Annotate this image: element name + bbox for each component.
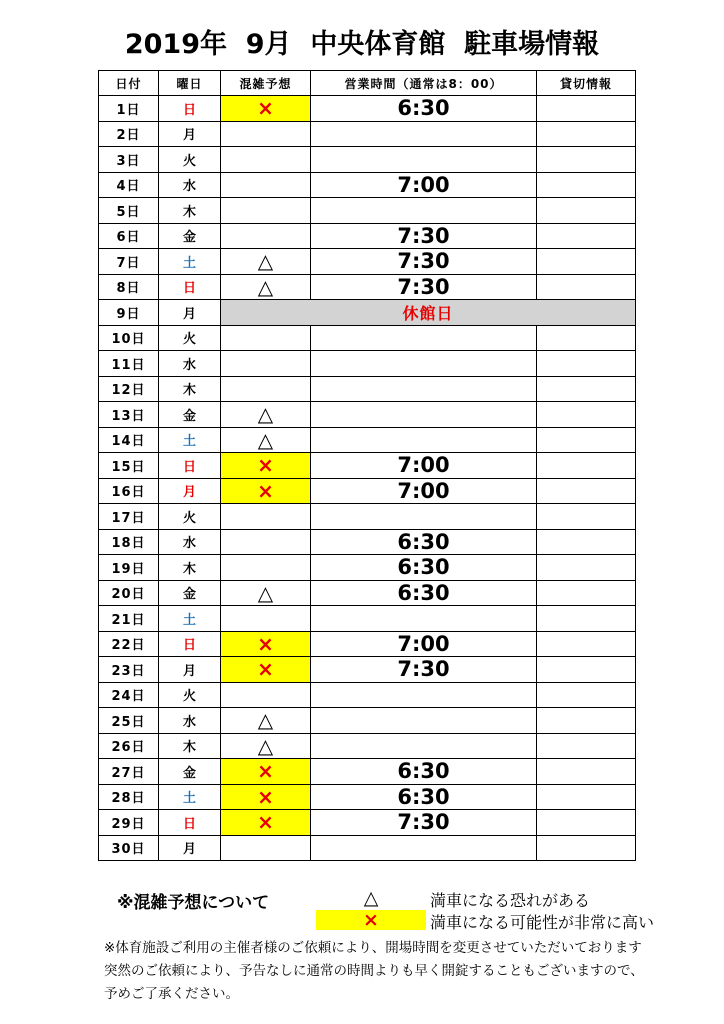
weekday-cell: 月: [159, 835, 221, 861]
parking-schedule-table: [98, 70, 636, 861]
booking-cell: [537, 529, 636, 555]
congestion-cell: [221, 555, 311, 581]
date-cell: 29日: [99, 810, 159, 836]
header-weekday: 曜日: [159, 71, 221, 96]
weekday-cell: 木: [159, 733, 221, 759]
date-cell: 17日: [99, 504, 159, 530]
congestion-triangle-icon: △: [221, 733, 311, 759]
congestion-cross-icon: ×: [221, 759, 311, 785]
weekday-cell: 日: [159, 96, 221, 122]
opening-time-cell: [311, 606, 537, 632]
date-cell: 5日: [99, 198, 159, 224]
opening-time-cell: 7:00: [311, 453, 537, 479]
opening-time-cell: [311, 504, 537, 530]
header-row: [99, 71, 636, 96]
date-cell: 10日: [99, 325, 159, 351]
date-cell: 24日: [99, 682, 159, 708]
booking-cell: [537, 351, 636, 377]
weekday-cell: 水: [159, 172, 221, 198]
opening-time-cell: [311, 351, 537, 377]
weekday-cell: 月: [159, 657, 221, 683]
table-row: [99, 376, 636, 402]
table-row: [99, 733, 636, 759]
weekday-cell: 金: [159, 402, 221, 428]
date-cell: 7日: [99, 249, 159, 275]
date-cell: 11日: [99, 351, 159, 377]
booking-cell: [537, 657, 636, 683]
table-row: [99, 147, 636, 173]
date-cell: 28日: [99, 784, 159, 810]
date-cell: 26日: [99, 733, 159, 759]
header-hours: 営業時間（通常は8：00）: [311, 71, 537, 96]
opening-time-cell: [311, 835, 537, 861]
weekday-cell: 土: [159, 427, 221, 453]
opening-time-cell: 6:30: [311, 96, 537, 122]
booking-cell: [537, 121, 636, 147]
table-row: [99, 402, 636, 428]
congestion-cell: [221, 121, 311, 147]
legend-title: ※混雑予想について: [117, 893, 270, 913]
legend-triangle-icon: △: [363, 887, 379, 909]
congestion-cross-icon: ×: [221, 784, 311, 810]
date-cell: 13日: [99, 402, 159, 428]
page-title: 2019年 9月 中央体育館 駐車場情報: [124, 29, 600, 60]
table-row: [99, 427, 636, 453]
booking-cell: [537, 427, 636, 453]
booking-cell: [537, 453, 636, 479]
date-cell: 14日: [99, 427, 159, 453]
congestion-cross-icon: ×: [221, 810, 311, 836]
legend-cross-text: 満車になる可能性が非常に高い: [430, 913, 655, 932]
opening-time-cell: 6:30: [311, 784, 537, 810]
opening-time-cell: 7:00: [311, 478, 537, 504]
congestion-triangle-icon: △: [221, 274, 311, 300]
table-row: [99, 835, 636, 861]
opening-time-cell: 7:30: [311, 657, 537, 683]
congestion-cell: [221, 325, 311, 351]
congestion-triangle-icon: △: [221, 402, 311, 428]
legend-triangle-text: 満車になる恐れがある: [430, 891, 591, 910]
table-row: [99, 555, 636, 581]
congestion-cross-icon: ×: [221, 96, 311, 122]
weekday-cell: 日: [159, 274, 221, 300]
booking-cell: [537, 682, 636, 708]
booking-cell: [537, 810, 636, 836]
weekday-cell: 月: [159, 121, 221, 147]
note-line-3: 予めご了承ください。: [104, 986, 239, 1002]
date-cell: 21日: [99, 606, 159, 632]
booking-cell: [537, 759, 636, 785]
booking-cell: [537, 504, 636, 530]
congestion-cell: [221, 606, 311, 632]
date-cell: 22日: [99, 631, 159, 657]
weekday-cell: 火: [159, 682, 221, 708]
weekday-cell: 木: [159, 376, 221, 402]
date-cell: 9日: [99, 300, 159, 326]
date-cell: 19日: [99, 555, 159, 581]
congestion-cell: [221, 529, 311, 555]
opening-time-cell: 7:00: [311, 631, 537, 657]
opening-time-cell: [311, 733, 537, 759]
table-row: [99, 351, 636, 377]
table-row: [99, 810, 636, 836]
opening-time-cell: 7:30: [311, 274, 537, 300]
weekday-cell: 金: [159, 759, 221, 785]
table-row: [99, 172, 636, 198]
table-row: [99, 453, 636, 479]
weekday-cell: 日: [159, 453, 221, 479]
opening-time-cell: [311, 427, 537, 453]
opening-time-cell: [311, 198, 537, 224]
weekday-cell: 木: [159, 198, 221, 224]
date-cell: 23日: [99, 657, 159, 683]
booking-cell: [537, 631, 636, 657]
date-cell: 8日: [99, 274, 159, 300]
date-cell: 25日: [99, 708, 159, 734]
table-row: [99, 657, 636, 683]
booking-cell: [537, 478, 636, 504]
date-cell: 4日: [99, 172, 159, 198]
booking-cell: [537, 606, 636, 632]
congestion-cell: [221, 835, 311, 861]
table-row: [99, 529, 636, 555]
congestion-cell: [221, 376, 311, 402]
table-row: [99, 708, 636, 734]
booking-cell: [537, 733, 636, 759]
congestion-cross-icon: ×: [221, 453, 311, 479]
congestion-cross-icon: ×: [221, 478, 311, 504]
date-cell: 6日: [99, 223, 159, 249]
date-cell: 15日: [99, 453, 159, 479]
date-cell: 1日: [99, 96, 159, 122]
congestion-cell: [221, 198, 311, 224]
congestion-cross-icon: ×: [221, 631, 311, 657]
opening-time-cell: [311, 682, 537, 708]
booking-cell: [537, 708, 636, 734]
congestion-triangle-icon: △: [221, 249, 311, 275]
booking-cell: [537, 223, 636, 249]
congestion-cell: [221, 504, 311, 530]
weekday-cell: 月: [159, 300, 221, 326]
weekday-cell: 火: [159, 504, 221, 530]
date-cell: 20日: [99, 580, 159, 606]
weekday-cell: 火: [159, 147, 221, 173]
booking-cell: [537, 249, 636, 275]
congestion-cell: [221, 351, 311, 377]
opening-time-cell: [311, 325, 537, 351]
congestion-cross-icon: ×: [221, 657, 311, 683]
table-row: [99, 198, 636, 224]
booking-cell: [537, 402, 636, 428]
table-row: [99, 96, 636, 122]
table-row: [99, 478, 636, 504]
opening-time-cell: [311, 121, 537, 147]
booking-cell: [537, 580, 636, 606]
opening-time-cell: 6:30: [311, 580, 537, 606]
table-row: [99, 682, 636, 708]
congestion-triangle-icon: △: [221, 580, 311, 606]
opening-time-cell: [311, 402, 537, 428]
weekday-cell: 金: [159, 223, 221, 249]
congestion-cell: [221, 682, 311, 708]
note-line-2: 突然のご依頼により、予告なしに通常の時間よりも早く開錠することもございますので、: [104, 963, 644, 979]
table-row: [99, 580, 636, 606]
booking-cell: [537, 376, 636, 402]
header-booking: 貸切情報: [537, 71, 636, 96]
weekday-cell: 水: [159, 529, 221, 555]
opening-time-cell: 7:30: [311, 249, 537, 275]
table-row: [99, 759, 636, 785]
date-cell: 27日: [99, 759, 159, 785]
table-row: [99, 784, 636, 810]
closed-day-cell: 休館日: [221, 300, 636, 326]
weekday-cell: 日: [159, 810, 221, 836]
table-row: [99, 300, 636, 326]
booking-cell: [537, 198, 636, 224]
booking-cell: [537, 147, 636, 173]
header-congestion: 混雑予想: [221, 71, 311, 96]
date-cell: 3日: [99, 147, 159, 173]
congestion-triangle-icon: △: [221, 708, 311, 734]
date-cell: 18日: [99, 529, 159, 555]
opening-time-cell: [311, 376, 537, 402]
table-row: [99, 249, 636, 275]
booking-cell: [537, 96, 636, 122]
legend-cross-icon: ×: [316, 910, 426, 930]
weekday-cell: 日: [159, 631, 221, 657]
table-row: [99, 325, 636, 351]
weekday-cell: 水: [159, 708, 221, 734]
weekday-cell: 土: [159, 249, 221, 275]
congestion-cell: [221, 172, 311, 198]
note-line-1: ※体育施設ご利用の主催者様のご依頼により、開場時間を変更させていただいております: [104, 940, 642, 956]
booking-cell: [537, 555, 636, 581]
booking-cell: [537, 274, 636, 300]
booking-cell: [537, 835, 636, 861]
weekday-cell: 水: [159, 351, 221, 377]
opening-time-cell: [311, 147, 537, 173]
opening-time-cell: [311, 708, 537, 734]
booking-cell: [537, 172, 636, 198]
weekday-cell: 金: [159, 580, 221, 606]
table-row: [99, 274, 636, 300]
congestion-triangle-icon: △: [221, 427, 311, 453]
opening-time-cell: 7:30: [311, 223, 537, 249]
table-row: [99, 606, 636, 632]
opening-time-cell: 7:30: [311, 810, 537, 836]
header-date: 日付: [99, 71, 159, 96]
date-cell: 2日: [99, 121, 159, 147]
date-cell: 30日: [99, 835, 159, 861]
table-row: [99, 223, 636, 249]
weekday-cell: 土: [159, 784, 221, 810]
date-cell: 12日: [99, 376, 159, 402]
weekday-cell: 木: [159, 555, 221, 581]
opening-time-cell: 7:00: [311, 172, 537, 198]
booking-cell: [537, 325, 636, 351]
opening-time-cell: 6:30: [311, 759, 537, 785]
weekday-cell: 土: [159, 606, 221, 632]
weekday-cell: 月: [159, 478, 221, 504]
table-row: [99, 504, 636, 530]
table-row: [99, 631, 636, 657]
congestion-cell: [221, 223, 311, 249]
table-row: [99, 121, 636, 147]
date-cell: 16日: [99, 478, 159, 504]
booking-cell: [537, 784, 636, 810]
opening-time-cell: 6:30: [311, 529, 537, 555]
congestion-cell: [221, 147, 311, 173]
opening-time-cell: 6:30: [311, 555, 537, 581]
weekday-cell: 火: [159, 325, 221, 351]
